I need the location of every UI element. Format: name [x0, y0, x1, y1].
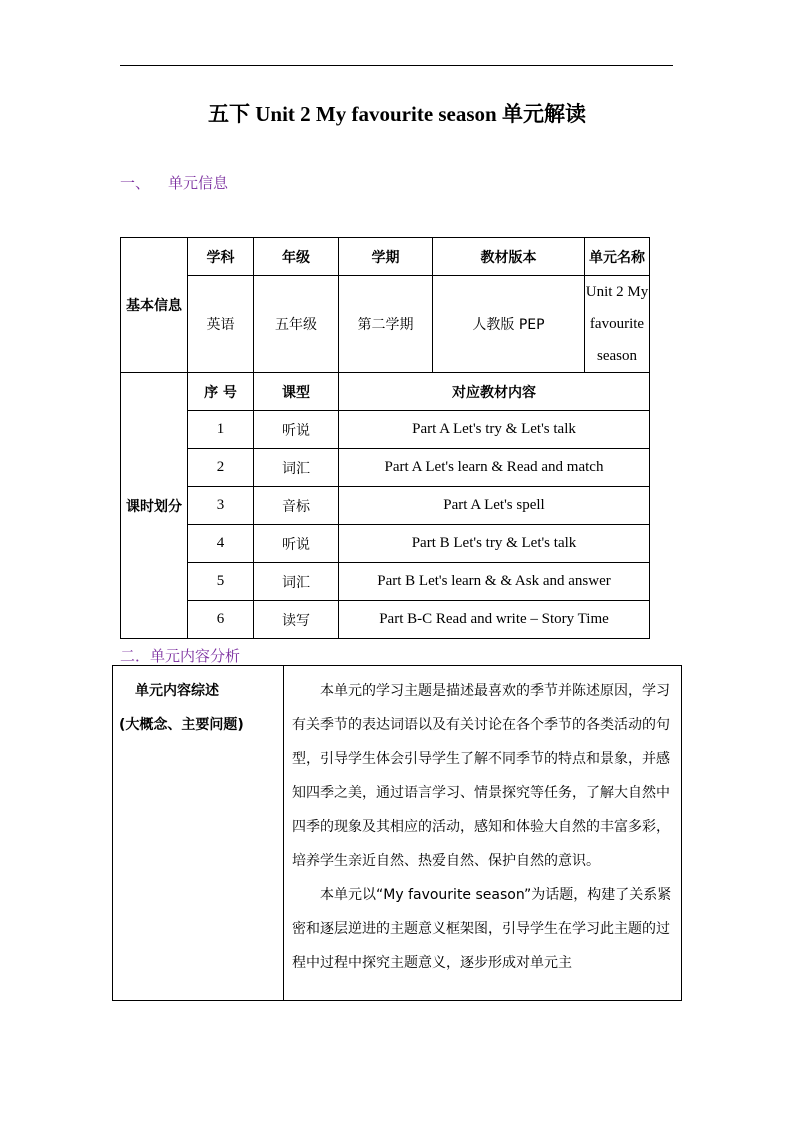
- analysis-label-subtitle: (大概念、主要问题): [119, 717, 244, 733]
- lesson-content: Part A Let's try & Let's talk: [339, 411, 650, 449]
- lesson-type: 读写: [254, 601, 339, 639]
- header-grade: 年级: [254, 238, 339, 276]
- lesson-content: Part A Let's learn & Read and match: [339, 449, 650, 487]
- value-edition: 人教版 PEP: [433, 276, 585, 373]
- lesson-content: Part A Let's spell: [339, 487, 650, 525]
- lesson-content: Part B Let's try & Let's talk: [339, 525, 650, 563]
- analysis-paragraph: 本单元以“My favourite season”为话题，构建了关系紧密和逐层逆进的主题意义框架图，引导学生在学习此主题的过程中过程中探究主题意义，逐步形成对单元主: [292, 887, 672, 971]
- lesson-type: 听说: [254, 411, 339, 449]
- section-number: 一、: [120, 174, 151, 192]
- lesson-content: Part B Let's learn & & Ask and answer: [339, 563, 650, 601]
- section-label: 单元信息: [168, 174, 229, 192]
- lesson-content: Part B-C Read and write – Story Time: [339, 601, 650, 639]
- value-term: 第二学期: [339, 276, 433, 373]
- lesson-number: 3: [188, 487, 254, 525]
- header-lesson-type: 课型: [254, 373, 339, 411]
- header-term: 学期: [339, 238, 433, 276]
- analysis-label-cell: [113, 666, 284, 1001]
- table-row: [121, 601, 650, 639]
- lesson-number: 1: [188, 411, 254, 449]
- lesson-number: 5: [188, 563, 254, 601]
- lesson-number: 2: [188, 449, 254, 487]
- value-grade: 五年级: [254, 276, 339, 373]
- basic-info-label: 基本信息: [121, 238, 188, 373]
- analysis-content-cell: [284, 666, 682, 1001]
- header-rule: [120, 65, 673, 66]
- header-subject: 学科: [188, 238, 254, 276]
- lesson-type: 词汇: [254, 563, 339, 601]
- table-row: [121, 411, 650, 449]
- table-row: [121, 487, 650, 525]
- unit-info-table: [120, 237, 650, 639]
- value-unit-name: Unit 2 My favourite season: [585, 276, 650, 373]
- lesson-number: 4: [188, 525, 254, 563]
- table-row: [121, 563, 650, 601]
- lessons-label: 课时划分: [121, 373, 188, 639]
- section-heading-content-analysis: 二．单元内容分析: [120, 647, 241, 665]
- lesson-type: 词汇: [254, 449, 339, 487]
- lesson-type: 听说: [254, 525, 339, 563]
- value-subject: 英语: [188, 276, 254, 373]
- lesson-type: 音标: [254, 487, 339, 525]
- table-row: [121, 525, 650, 563]
- header-unit-name: 单元名称: [585, 238, 650, 276]
- analysis-label-title: 单元内容综述: [135, 683, 219, 699]
- page-title: 五下 Unit 2 My favourite season 单元解读: [208, 102, 586, 126]
- lesson-number: 6: [188, 601, 254, 639]
- table-row: [121, 449, 650, 487]
- header-edition: 教材版本: [433, 238, 585, 276]
- header-number: 序 号: [188, 373, 254, 411]
- analysis-paragraph: 本单元的学习主题是描述最喜欢的季节并陈述原因，学习有关季节的表达词语以及有关讨论在各个季节的各类活动的句型，引导学生体会引导学生了解不同季节的特点和景象，并感知四季之美，通过语言学习、情景探究等任务，了解大自然中四季的现象及其相应的活动，感知和体验大自然的丰富多彩，培养学生亲近自然、热爱自然、保护自然的意识。: [292, 683, 670, 869]
- header-content: 对应教材内容: [339, 373, 650, 411]
- section-heading-unit-info: [120, 172, 228, 193]
- content-analysis-table: [112, 665, 682, 1001]
